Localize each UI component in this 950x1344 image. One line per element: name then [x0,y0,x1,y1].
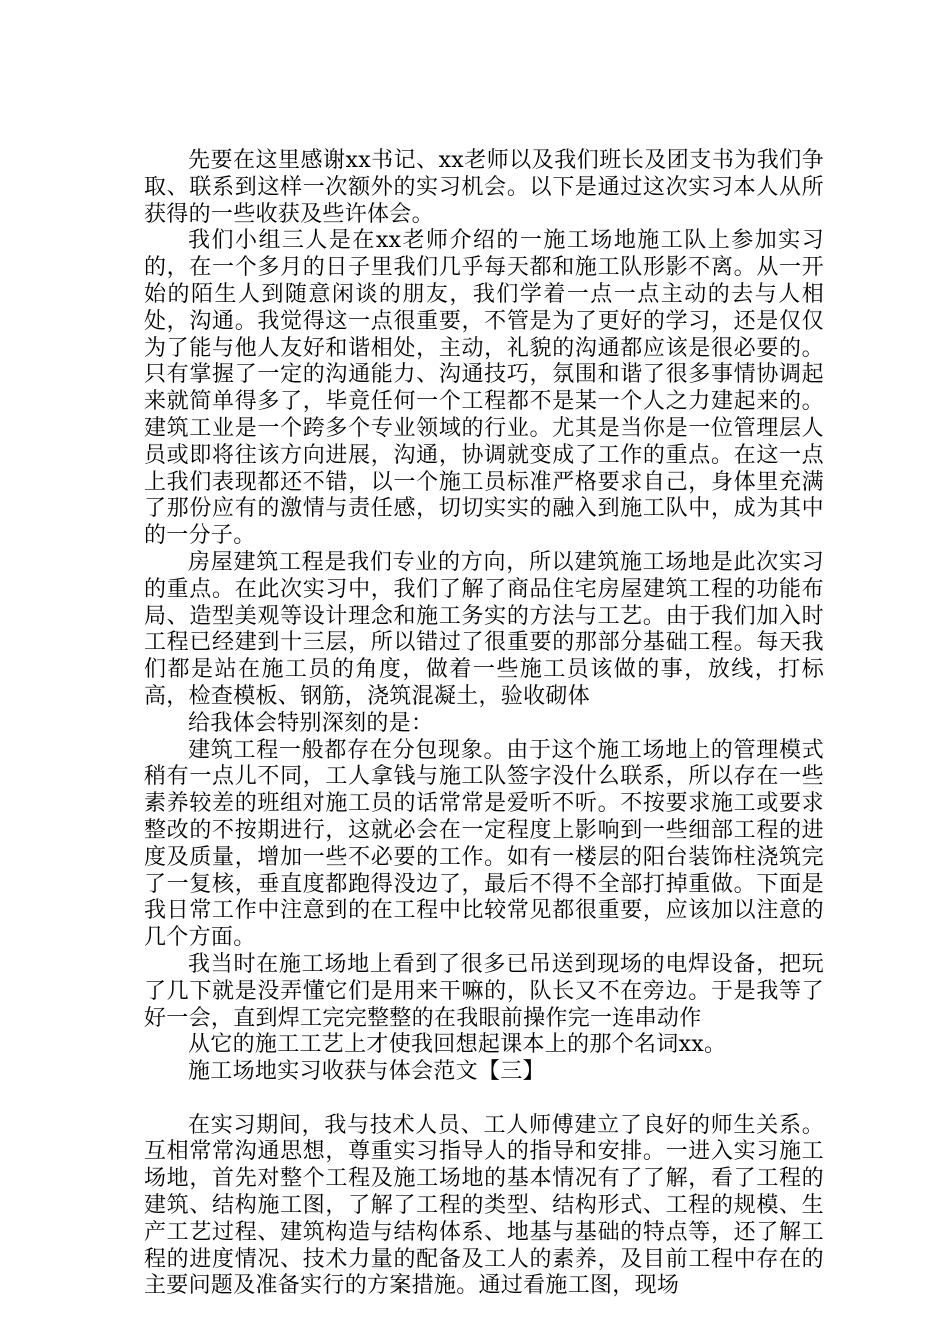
paragraph-construction-focus: 房屋建筑工程是我们专业的方向，所以建筑施工场地是此次实习的重点。在此次实习中，我们了解了商品住宅房屋建筑工程的功能布局、造型美观等设计理念和施工务实的方法与工艺。由于我们加入时工程已经建到十三层，所以错过了很重要的那部分基础工程。每天我们都是站在施工员的角度，做着一些施工员该做的事，放线，打标高，检查模板、钢筋，浇筑混凝土，验收砌体 [144,549,824,709]
paragraph-internship-period: 在实习期间，我与技术人员、工人师傅建立了良好的师生关系。互相常常沟通思想，尊重实习指导人的指导和安排。一进入实习施工场地，首先对整个工程及施工场地的基本情况有了了解，看了工程的建筑、结构施工图，了解了工程的类型、结构形式、工程的规模、生产工艺过程、建筑构造与结构体系、地基与基础的特点等，还了解工程的进度情况、技术力量的配备及工人的素养，及目前工程中存在的主要问题及准备实行的方案措施。通过看施工图，现场 [144,1112,824,1299]
paragraph-welding-equipment: 我当时在施工场地上看到了很多已吊送到现场的电焊设备，把玩了几下就是没弄懂它们是用来干嘛的，队长又不在旁边。于是我等了好一会，直到焊工完完整整的在我眼前操作完一连串动作 [144,951,824,1031]
paragraph-acknowledgement: 先要在这里感谢xx书记、xx老师以及我们班长及团支书为我们争取、联系到这样一次额外的实习机会。以下是通过这次实习本人从所获得的一些收获及些许体会。 [144,148,824,227]
section-heading: 施工场地实习收获与体会范文【三】 [188,1059,545,1085]
document-body [144,148,824,1300]
paragraph-textbook-term: 从它的施工工艺上才使我回想起课本上的那个名词xx。 [188,1032,727,1058]
paragraph-subcontracting: 建筑工程一般都存在分包现象。由于这个施工场地上的管理模式稍有一点儿不同，工人拿钱与施工队签字没什么联系，所以存在一些素养较差的班组对施工员的话常常是爱听不听。不按要求施工或要求整改的不按期进行，这就必会在一定程度上影响到一些细部工程的进度及质量，增加一些不必要的工作。如有一楼层的阳台装饰柱浇筑完了一复核，垂直度都跑得没边了，最后不得不全部打掉重做。下面是我日常工作中注意到的在工程中比较常见都很重要，应该加以注意的几个方面。 [144,737,824,951]
paragraph-deep-impression: 给我体会特别深刻的是： [188,710,434,736]
paragraph-team-communication: 我们小组三人是在xx老师介绍的一施工场地施工队上参加实习的，在一个多月的日子里我们几乎每天都和施工队形影不离。从一开始的陌生人到随意闲谈的朋友，我们学着一点一点主动的去与人相处，沟通。我觉得这一点很重要，不管是为了更好的学习，还是仅仅为了能与他人友好和谐相处，主动，礼貌的沟通都应该是很必要的。只有掌握了一定的沟通能力、沟通技巧，氛围和谐了很多事情协调起来就简单得多了，毕竟任何一个工程都不是某一个人之力建起来的。建筑工业是一个跨多个专业领域的行业。尤其是当你是一位管理层人员或即将往该方向进展，沟通，协调就变成了工作的重点。在这一点上我们表现都还不错，以一个施工员标准严格要求自己，身体里充满了那份应有的激情与责任感，切切实实的融入到施工队中，成为其中的一分子。 [144,228,824,549]
blank-line [144,1086,824,1113]
